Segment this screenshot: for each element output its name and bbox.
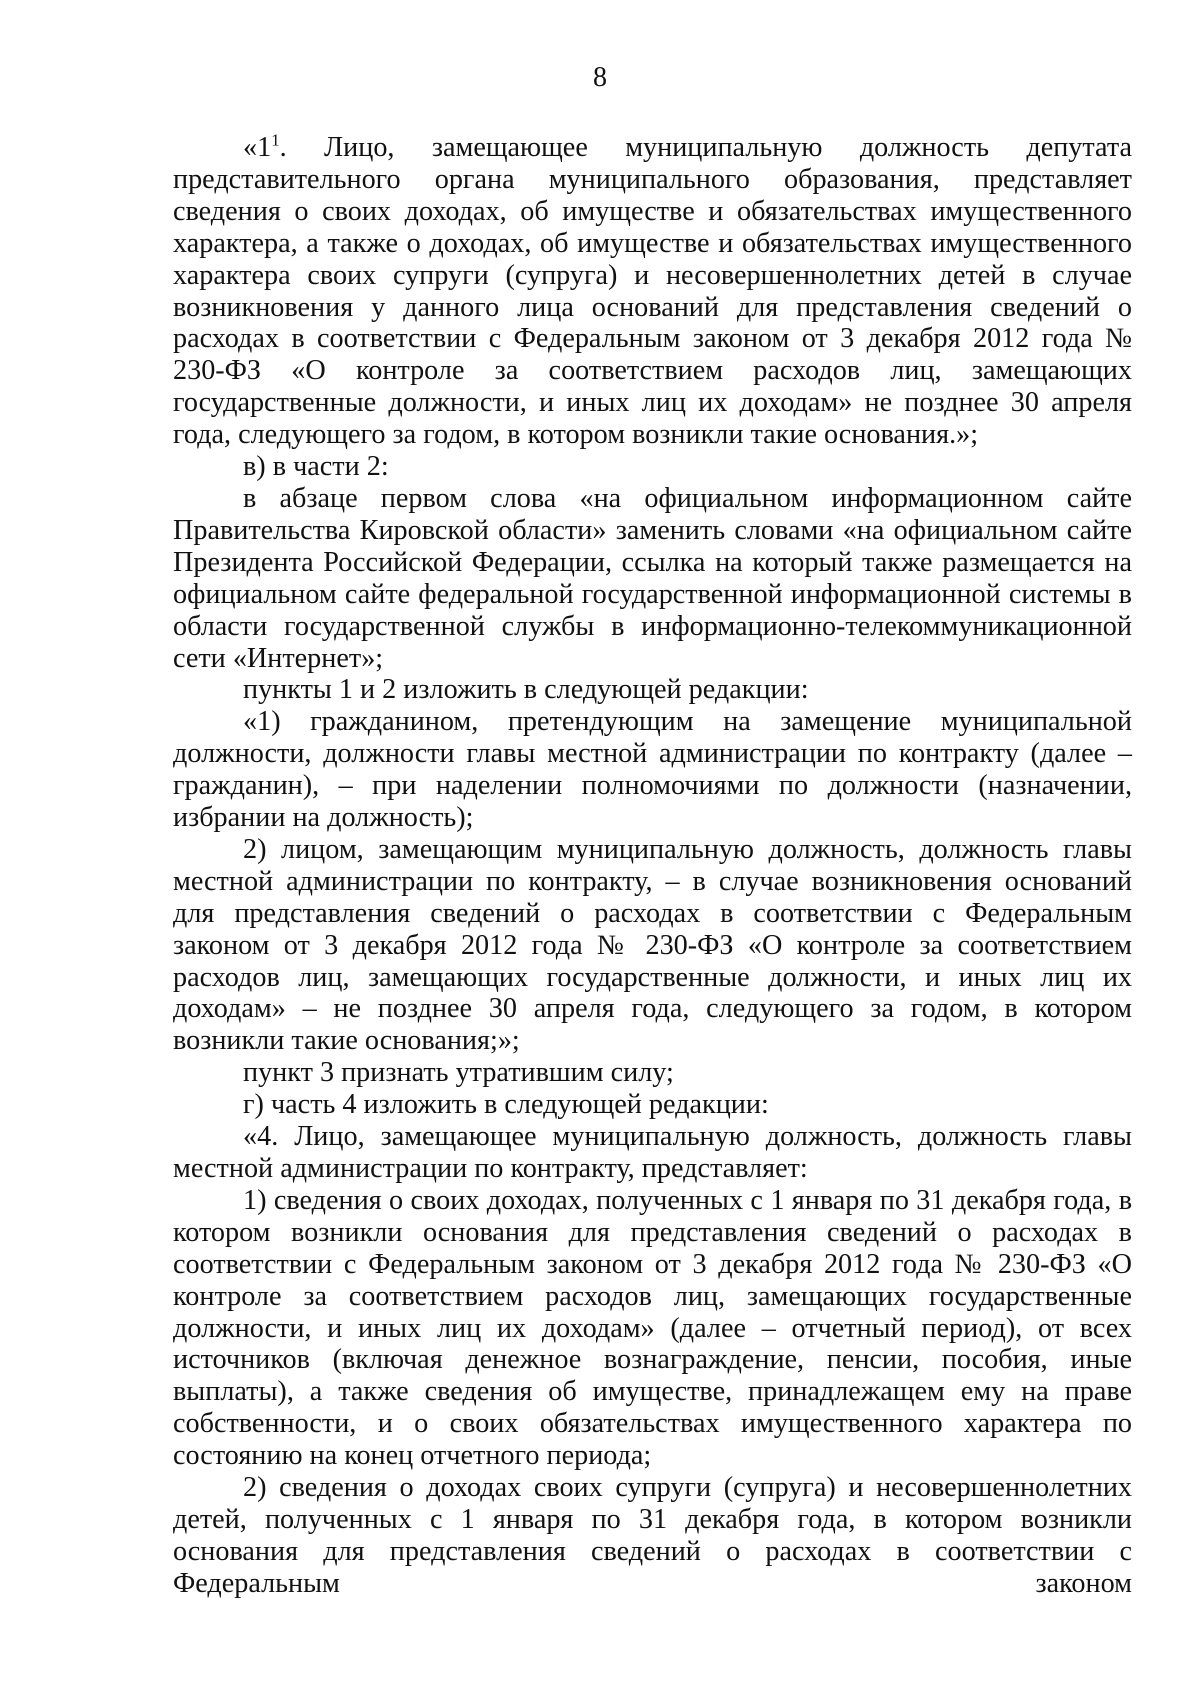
page-number: 8 <box>593 62 607 93</box>
paragraph: в) в части 2: <box>243 451 389 483</box>
paragraph: пункты 1 и 2 изложить в следующей редакции: <box>243 674 809 706</box>
paragraph: в абзаце первом слова «на официальном информационном сайте Правительства Кировской области» заменить словами «на официальном сайте Президента Российской Федерации, ссылка на который также размещается на официальном сайте федеральной государственной информационной системы в области государственной службы в информационно-телекоммуникационной сети «Интернет»; <box>173 482 1132 674</box>
paragraph: «4. Лицо, замещающее муниципальную должность, должность главы местной администрации по контракту, представляет: <box>173 1121 1132 1184</box>
paragraph-prefix: «1 <box>243 132 272 163</box>
paragraph: г) часть 4 изложить в следующей редакции: <box>243 1089 769 1121</box>
paragraph-text: . Лицо, замещающее муниципальную должность депутата представительного органа муниципального образования, представляет сведения о своих доходах, об имуществе и обязательствах имущественного характера, а также о доходах, об имуществе и обязательствах имущественного характера своих супруги (супруга) и несовершеннолетних детей в случае возникновения у данного лица оснований для представления сведений о расходах в соответствии с Федеральным законом от 3 декабря 2012 года № 230-ФЗ «О контроле за соответствием расходов лиц, замещающих государственные должности, и иных лиц их доходам» не позднее 30 апреля года, следующего за годом, в котором возникли такие основания.»; <box>173 132 1132 451</box>
paragraph: 1) сведения о своих доходах, полученных с 1 января по 31 декабря года, в котором возникли основания для представления сведений о расходах в соответствии с Федеральным законом от 3 декабря 2012 года № 230-ФЗ «О контроле за соответствием расходов лиц, замещающих государственные должности, и иных лиц их доходам» (далее – отчетный период), от всех источников (включая денежное вознаграждение, пенсии, пособия, иные выплаты), а также сведения об имуществе, принадлежащем ему на праве собственности, и о своих обязательствах имущественного характера по состоянию на конец отчетного периода; <box>173 1184 1132 1472</box>
paragraph: пункт 3 признать утратившим силу; <box>243 1057 674 1089</box>
document-body <box>173 132 1132 1600</box>
paragraph <box>173 132 1132 451</box>
paragraph: «1) гражданином, претендующим на замещение муниципальной должности, должности главы местной администрации по контракту (далее – гражданин), – при наделении полномочиями по должности (назначении, избрании на должность); <box>173 706 1132 834</box>
superscript: 1 <box>271 130 280 150</box>
paragraph: 2) лицом, замещающим муниципальную должность, должность главы местной администрации по контракту, – в случае возникновения оснований для представления сведений о расходах в соответствии с Федеральным законом от 3 декабря 2012 года № 230-ФЗ «О контроле за соответствием расходов лиц, замещающих государственные должности, и иных лиц их доходам» – не позднее 30 апреля года, следующего за годом, в котором возникли такие основания;»; <box>173 833 1132 1057</box>
paragraph: 2) сведения о доходах своих супруги (супруга) и несовершеннолетних детей, полученных с 1 января по 31 декабря года, в котором возникли основания для представления сведений о расходах в соответствии с Федеральным законом <box>173 1472 1132 1599</box>
